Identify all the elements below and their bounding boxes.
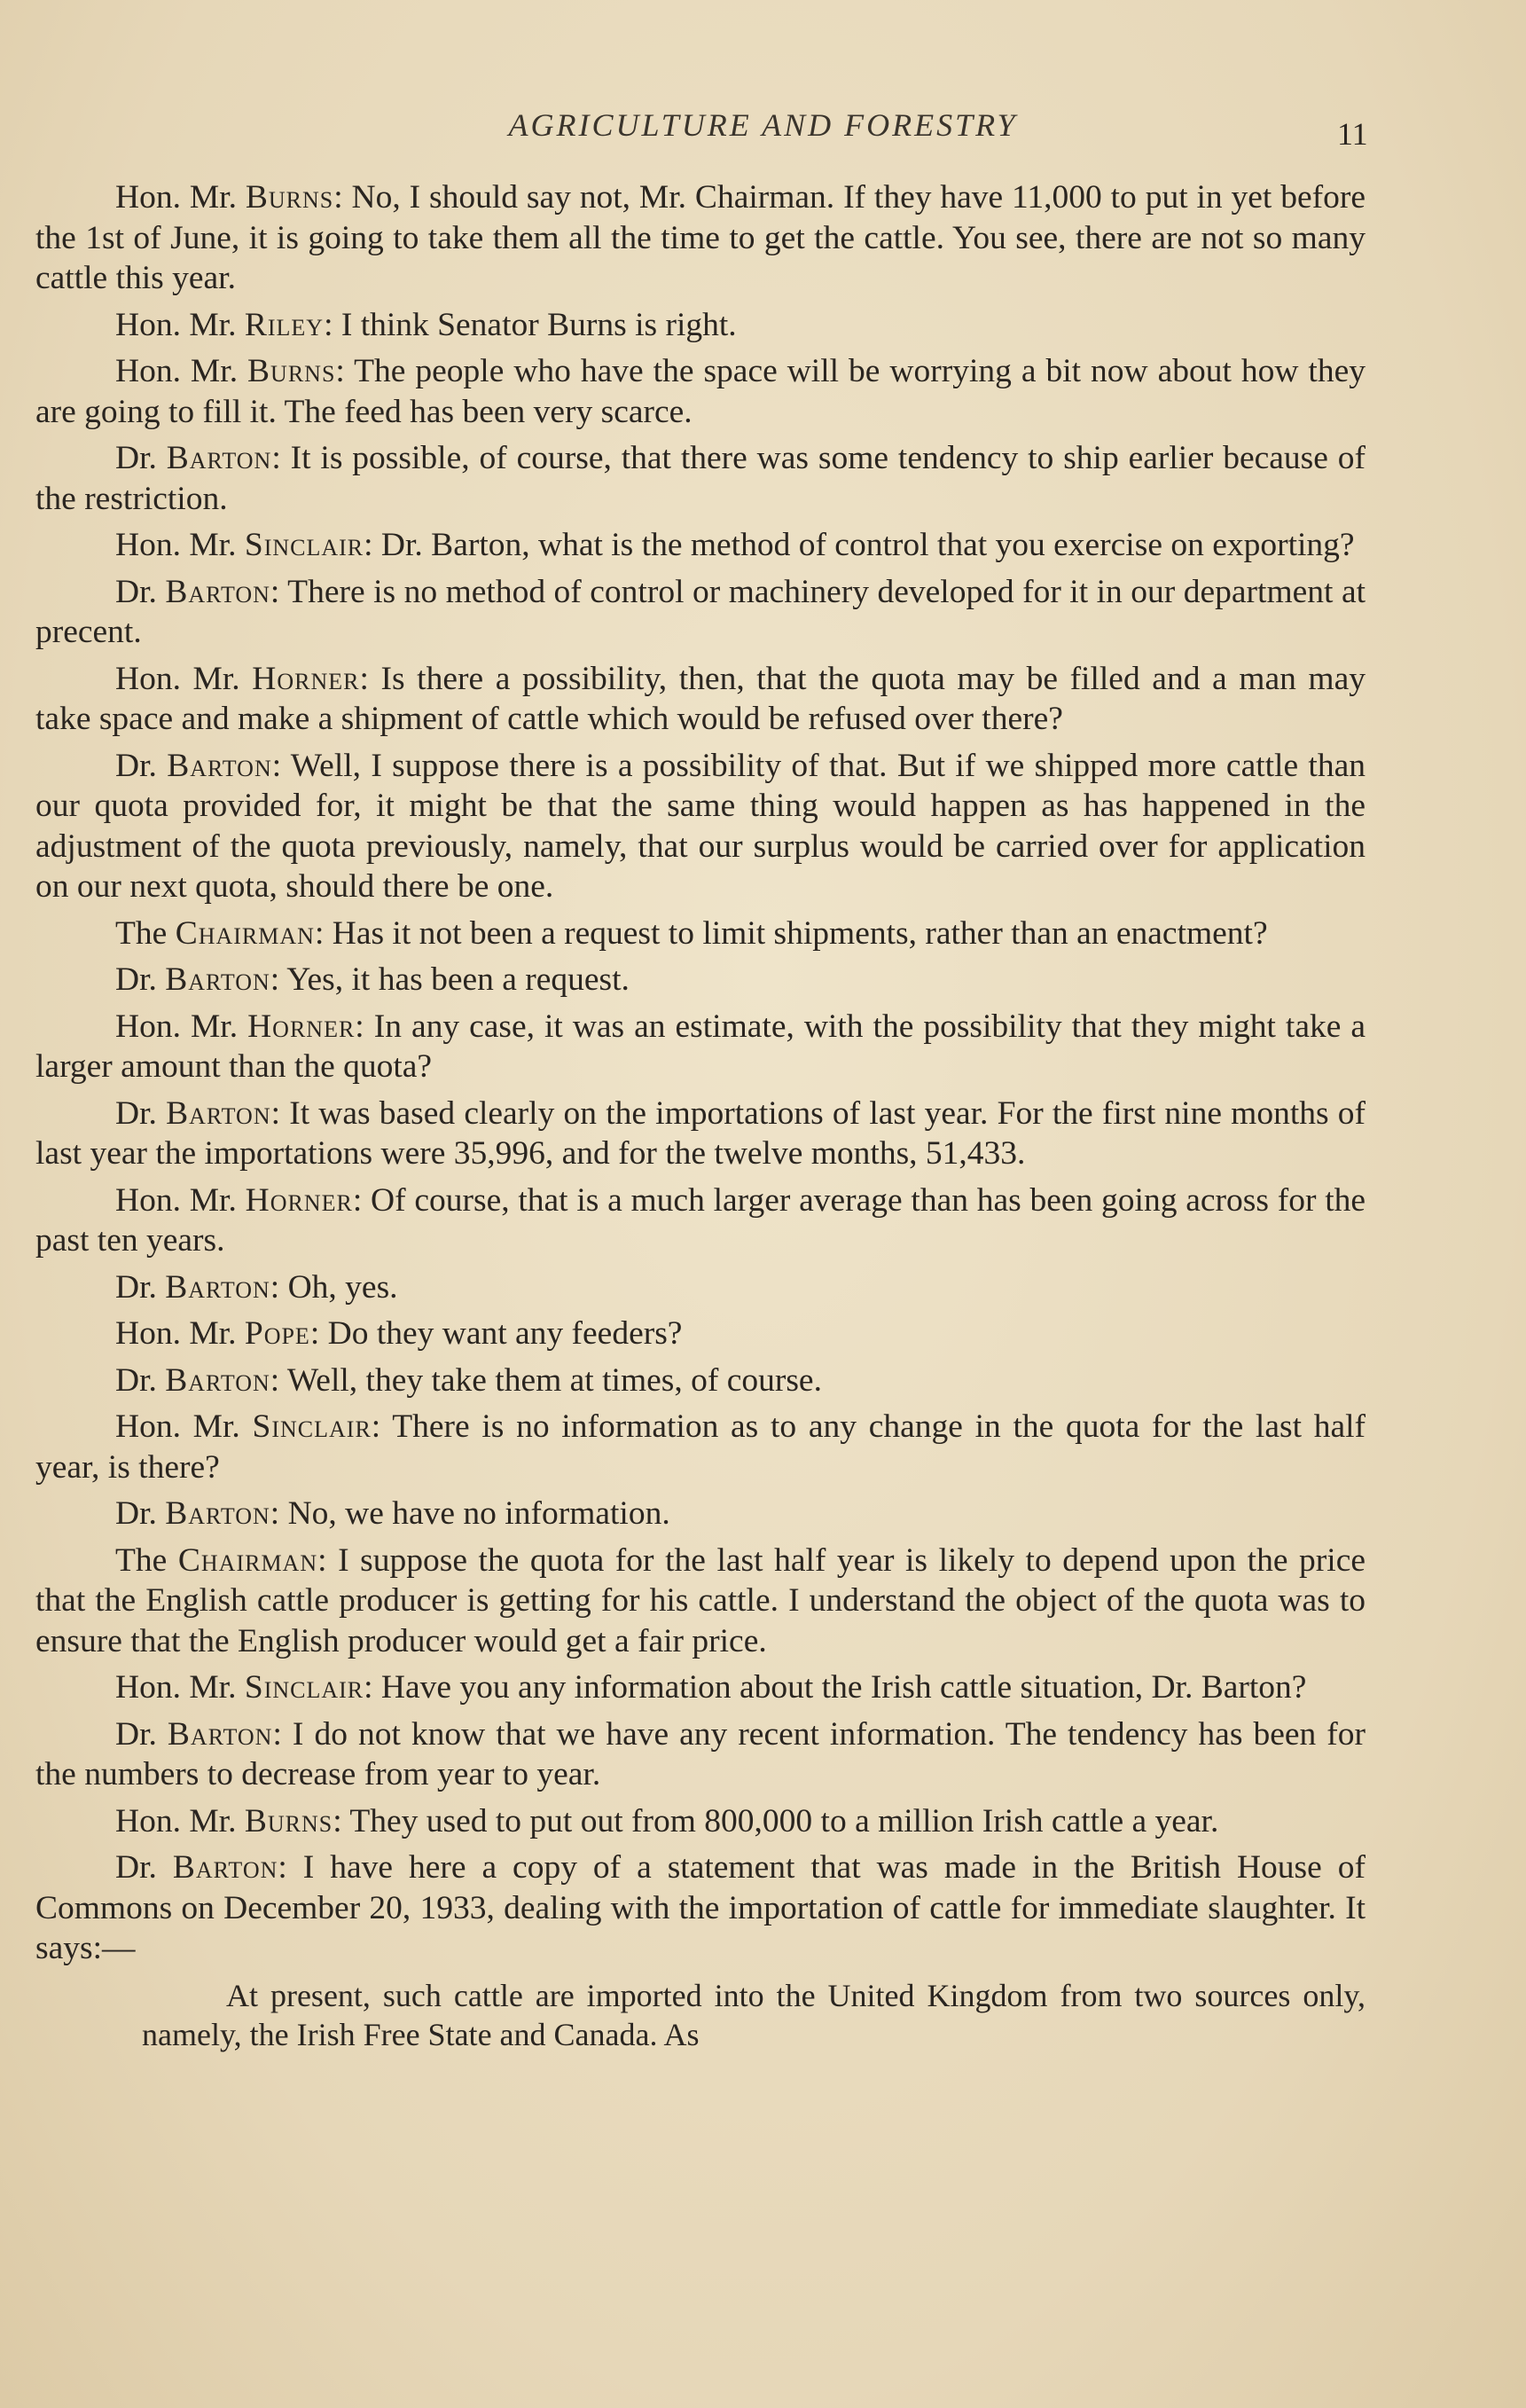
running-head: AGRICULTURE AND FORESTRY [508,107,1018,143]
body-text [35,177,1366,2054]
paragraph: Dr. Barton: There is no method of control or machinery developed for it in our department at precent. [35,573,1366,650]
speaker-name: Barton [165,1495,270,1532]
speaker-name: Burns [244,1802,333,1839]
paragraph: Hon. Mr. Burns: They used to put out from 800,000 to a million Irish cattle a year. [115,1802,1219,1839]
speaker-name: Chairman [175,914,315,952]
speaker-name: Barton [166,1094,271,1132]
speaker-name: Sinclair [252,1408,372,1445]
paragraph: Hon. Mr. Horner: Is there a possibility, then, that the quota may be filled and a man may take space and make a shipment of cattle which would be refused over there? [35,660,1366,737]
paragraph: Hon. Mr. Burns: No, I should say not, Mr. Chairman. If they have 11,000 to put in yet before the 1st of June, it is going to take them all the time to get the cattle. You see, there are not so many cattle this year. [35,179,1366,296]
paragraph: Hon. Mr. Horner: Of course, that is a much larger average than has been going across for the past ten years. [35,1181,1366,1259]
speaker-name: Barton [165,1268,270,1306]
speaker-name: Barton [172,1849,278,1886]
paragraph: Dr. Barton: It is possible, of course, that there was some tendency to ship earlier because of the restriction. [35,440,1366,517]
speaker-name: Horner [245,1181,353,1219]
block-quote: At present, such cattle are imported into the United Kingdom from two sources only, namely, the Irish Free State and Canada. As [142,1977,1366,2052]
speaker-name: Barton [167,1715,273,1753]
paragraph: Dr. Barton: It was based clearly on the importations of last year. For the first nine months of last year the importations were 35,996, and for the twelve months, 51,433. [35,1094,1366,1172]
paragraph: Dr. Barton: Well, I suppose there is a possibility of that. But if we shipped more cattle than our quota provided for, it might be that the same thing would happen as has happened in the adjustment of the quota previously, namely, that our surplus would be carried over for application on our next quota, should there be one. [35,747,1366,905]
speaker-name: Burns [245,179,334,216]
speaker-name: Barton [165,1361,270,1399]
paragraph: Hon. Mr. Sinclair: Dr. Barton, what is the method of control that you exercise on exporting? [115,527,1355,563]
paragraph: Hon. Mr. Riley: I think Senator Burns is right. [115,306,737,343]
paragraph: Dr. Barton: I have here a copy of a statement that was made in the British House of Commons on December 20, 1933, dealing with the importation of cattle for immediate slaughter. It says:— [35,1849,1366,1966]
paragraph: The Chairman: Has it not been a request to limit shipments, rather than an enactment? [115,914,1268,952]
paragraph: Dr. Barton: Yes, it has been a request. [115,961,630,998]
paragraph: Dr. Barton: No, we have no information. [115,1495,670,1532]
paragraph: The Chairman: I suppose the quota for the last half year is likely to depend upon the price that the English cattle producer is getting for his cattle. I understand the object of the quota was to ensure that the English producer would get a fair price. [35,1541,1366,1659]
speaker-name: Barton [166,440,272,476]
paragraph: Hon. Mr. Burns: The people who have the space will be worrying a bit now about how they are going to fill it. The feed has been very scarce. [35,353,1366,430]
paragraph: Hon. Mr. Sinclair: There is no information as to any change in the quota for the last half year, is there? [35,1408,1366,1486]
speaker-name: Sinclair [244,1669,364,1706]
speaker-name: Pope [244,1315,310,1352]
speaker-name: Chairman [177,1541,318,1579]
paragraph: Dr. Barton: I do not know that we have any recent information. The tendency has been for the numbers to decrease from year to year. [35,1715,1366,1792]
page-number: 11 [1337,116,1368,152]
speaker-name: Burns [247,353,336,389]
speaker-name: Barton [165,573,270,610]
paragraph: Dr. Barton: Well, they take them at times, of course. [115,1361,822,1399]
paragraph: Hon. Mr. Horner: In any case, it was an estimate, with the possibility that they might take a larger amount than the quota? [35,1008,1366,1085]
paragraph: Hon. Mr. Pope: Do they want any feeders? [115,1315,683,1352]
speaker-name: Barton [165,961,270,998]
speaker-name: Sinclair [244,527,364,563]
paragraph: Hon. Mr. Sinclair: Have you any information about the Irish cattle situation, Dr. Barton? [115,1669,1307,1706]
speaker-name: Riley [244,306,325,343]
paragraph: Dr. Barton: Oh, yes. [115,1268,398,1306]
speaker-name: Barton [167,747,272,784]
speaker-name: Horner [247,1008,356,1045]
speaker-name: Horner [252,660,360,697]
